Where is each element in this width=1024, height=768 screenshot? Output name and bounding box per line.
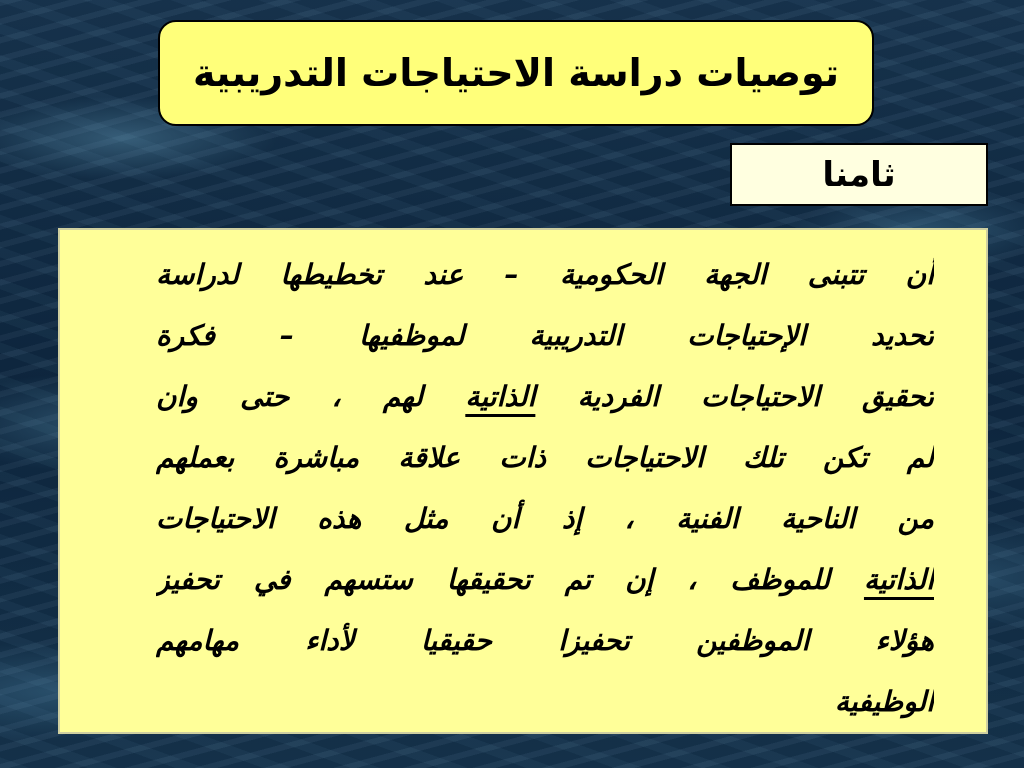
body-line-8 (156, 671, 934, 732)
body-text: لهم ، حتى وان (156, 380, 466, 413)
body-text: للموظف ، إن تم تحقيقها ستسهم في تحفيز (156, 563, 864, 596)
underlined-word: الذاتية (465, 380, 536, 413)
body-line-6 (156, 549, 934, 610)
body-line-5 (156, 488, 934, 549)
body-text: تحقيق الاحتياجات الفردية (535, 380, 934, 413)
body-text: أن تتبنى الجهة الحكومية – عند تخطيطها لدراسة (156, 258, 934, 291)
body-text: تحديد الإحتياجات التدريبية لموظفيها – فكرة (156, 319, 934, 352)
body-line-3 (156, 366, 934, 427)
body-line-7 (156, 610, 934, 671)
underlined-word: الذاتية (863, 563, 934, 596)
content-box (58, 228, 988, 734)
section-label-box (730, 143, 988, 206)
body-text: هؤلاء الموظفين تحفيزا حقيقيا لأداء مهامهم (156, 624, 934, 657)
title-box (158, 20, 874, 126)
body-line-4 (156, 427, 934, 488)
body-line-1 (156, 244, 934, 305)
body-text: الوظيفية (834, 685, 934, 718)
body-text: من الناحية الفنية ، إذ أن مثل هذه الاحتياجات (156, 502, 934, 535)
body-text: لم تكن تلك الاحتياجات ذات علاقة مباشرة بعملهم (156, 441, 934, 474)
section-label: ثامنا (822, 154, 896, 195)
body-line-2 (156, 305, 934, 366)
slide-title: توصيات دراسة الاحتياجات التدريبية (192, 51, 840, 95)
